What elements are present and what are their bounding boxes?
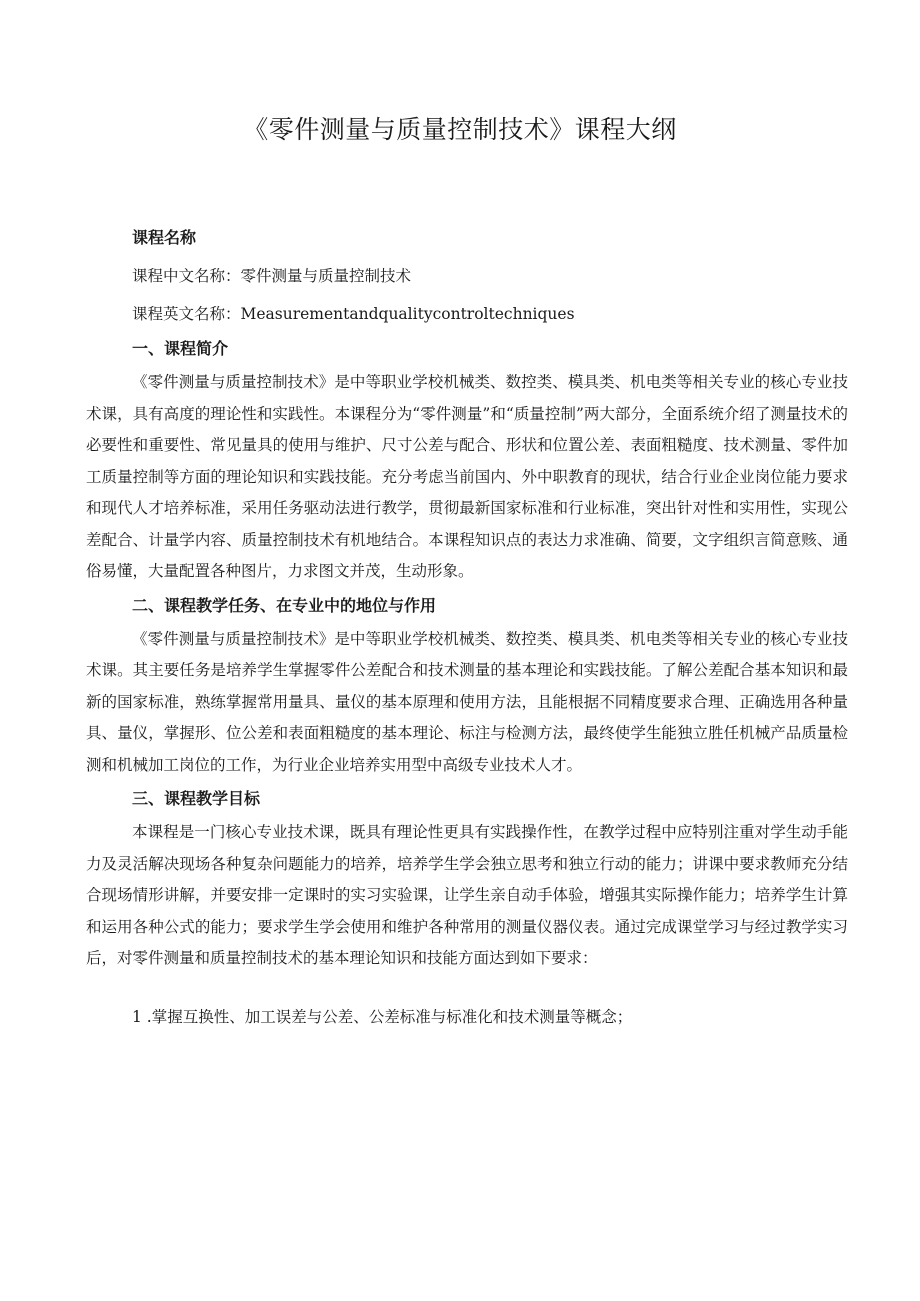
course-en-name: 课程英文名称：Measurementandqualitycontroltechniques	[132, 305, 575, 323]
section-1-paragraph: 《零件测量与质量控制技术》是中等职业学校机械类、数控类、模具类、机电类等相关专业的核心专业技术课，具有高度的理论性和实践性。本课程分为“零件测量”和“质量控制”两大部分，全面系统介绍了测量技术的必要性和重要性、常见量具的使用与维护、尺寸公差与配合、形状和位置公差、表面粗糙度、技术测量、零件加工质量控制等方面的理论知识和实践技能。充分考虑当前国内、外中职教育的现状，结合行业企业岗位能力要求和现代人才培养标准，采用任务驱动法进行教学，贯彻最新国家标准和行业标准，突出针对性和实用性，实现公差配合、计量学内容、质量控制技术有机地结合。本课程知识点的表达力求准确、简要，文字组织言简意赅、通俗易懂，大量配置各种图片，力求图文并茂，生动形象。	[86, 373, 848, 580]
section-3-paragraph: 本课程是一门核心专业技术课，既具有理论性更具有实践操作性，在教学过程中应特别注重对学生动手能力及灵活解决现场各种复杂问题能力的培养，培养学生学会独立思考和独立行动的能力；讲课中要求教师充分结合现场情形讲解，并要安排一定课时的实习实验课，让学生亲自动手体验，增强其实际操作能力；培养学生计算和运用各种公式的能力；要求学生学会使用和维护各种常用的测量仪器仪表。通过完成课堂学习与经过教学实习后，对零件测量和质量控制技术的基本理论知识和技能方面达到如下要求：	[86, 823, 848, 967]
section-heading-1: 一、课程简介	[132, 339, 229, 358]
course-cn-name: 课程中文名称：零件测量与质量控制技术	[132, 267, 412, 285]
page-title: 《零件测量与质量控制技术》课程大纲	[243, 115, 677, 144]
section-heading-2: 二、课程教学任务、在专业中的地位与作用	[132, 595, 437, 615]
list-item: 1 .掌握互换性、加工误差与公差、公差标准与标准化和技术测量等概念；	[132, 1007, 633, 1026]
course-name-heading: 课程名称	[132, 228, 197, 247]
section-heading-3: 三、课程教学目标	[132, 789, 261, 808]
document-body	[86, 226, 848, 1029]
section-2-paragraph: 《零件测量与质量控制技术》是中等职业学校机械类、数控类、模具类、机电类等相关专业的核心专业技术课。其主要任务是培养学生掌握零件公差配合和技术测量的基本理论和实践技能。了解公差配合基本知识和最新的国家标准，熟练掌握常用量具、量仪的基本原理和使用方法，且能根据不同精度要求合理、正确选用各种量具、量仪，掌握形、位公差和表面粗糙度的基本理论、标注与检测方法，最终使学生能独立胜任机械产品质量检测和机械加工岗位的工作，为行业企业培养实用型中高级专业技术人才。	[86, 629, 848, 774]
